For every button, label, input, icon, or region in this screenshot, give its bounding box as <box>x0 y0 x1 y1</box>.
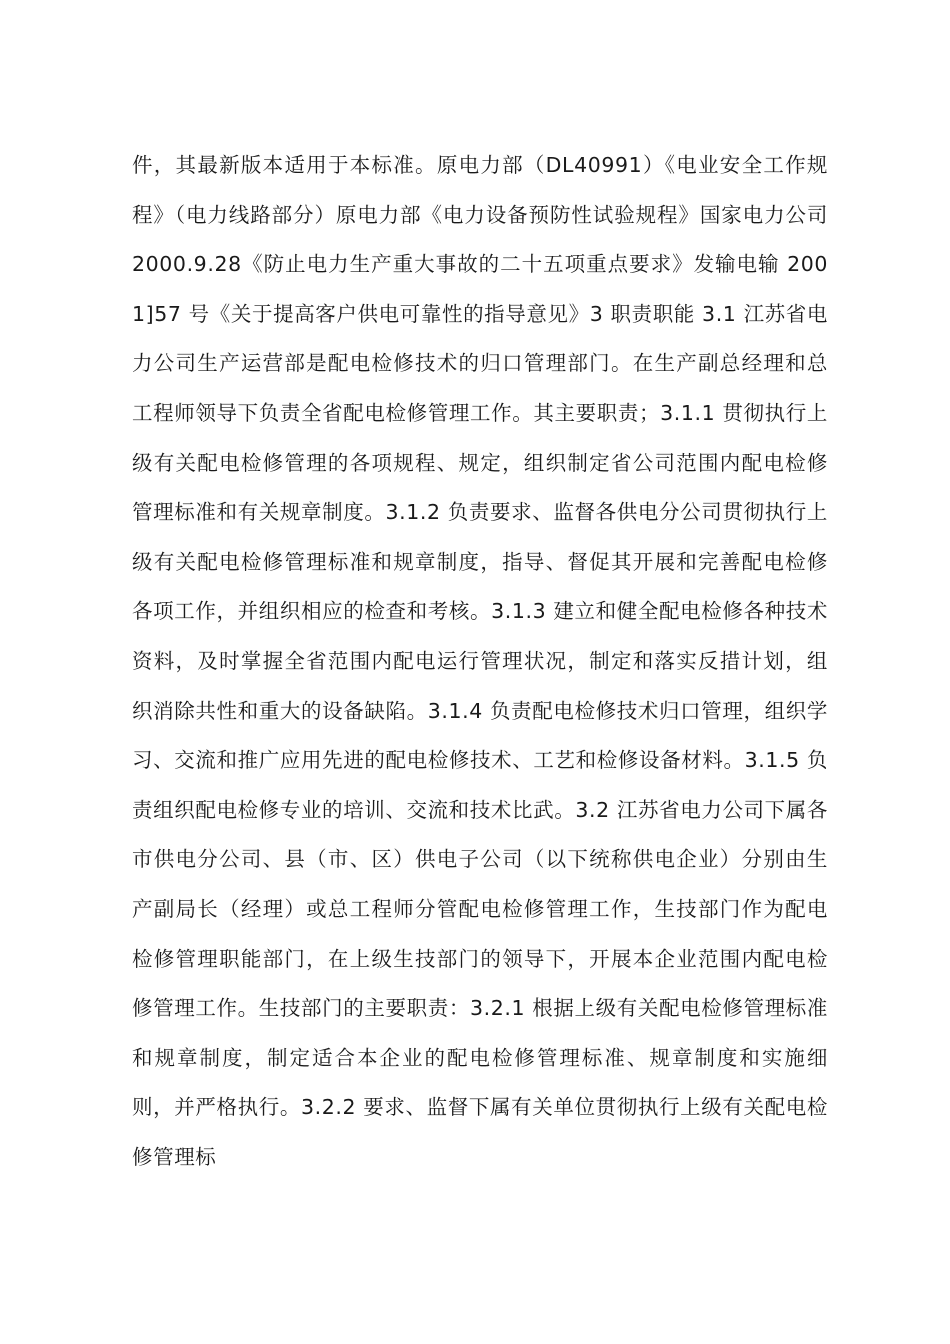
body-paragraph: 件，其最新版本适用于本标准。原电力部（DL40991）《电业安全工作规程》（电力线路部分）原电力部《电力设备预防性试验规程》国家电力公司 2000.9.28《防止电力生产重大事故的二十五项重点要求》发输电输 2001]57 号《关于提高客户供电可靠性的指导意见》3 职责职能 3.1 江苏省电力公司生产运营部是配电检修技术的归口管理部门。在生产副总经理和总工程师领导下负责全省配电检修管理工作。其主要职责；3.1.1 贯彻执行上级有关配电检修管理的各项规程、规定，组织制定省公司范围内配电检修管理标准和有关规章制度。3.1.2 负责要求、监督各供电分公司贯彻执行上级有关配电检修管理标准和规章制度，指导、督促其开展和完善配电检修各项工作，并组织相应的检查和考核。3.1.3 建立和健全配电检修各种技术资料，及时掌握全省范围内配电运行管理状况，制定和落实反措计划，组织消除共性和重大的设备缺陷。3.1.4 负责配电检修技术归口管理，组织学习、交流和推广应用先进的配电检修技术、工艺和检修设备材料。3.1.5 负责组织配电检修专业的培训、交流和技术比武。3.2 江苏省电力公司下属各市供电分公司、县（市、区）供电子公司（以下统称供电企业）分别由生产副局长（经理）或总工程师分管配电检修管理工作，生技部门作为配电检修管理职能部门，在上级生技部门的领导下，开展本企业范围内配电检修管理工作。生技部门的主要职责：3.2.1 根据上级有关配电检修管理标准和规章制度，制定适合本企业的配电检修管理标准、规章制度和实施细则，并严格执行。3.2.2 要求、监督下属有关单位贯彻执行上级有关配电检修管理标 <box>132 153 828 1169</box>
